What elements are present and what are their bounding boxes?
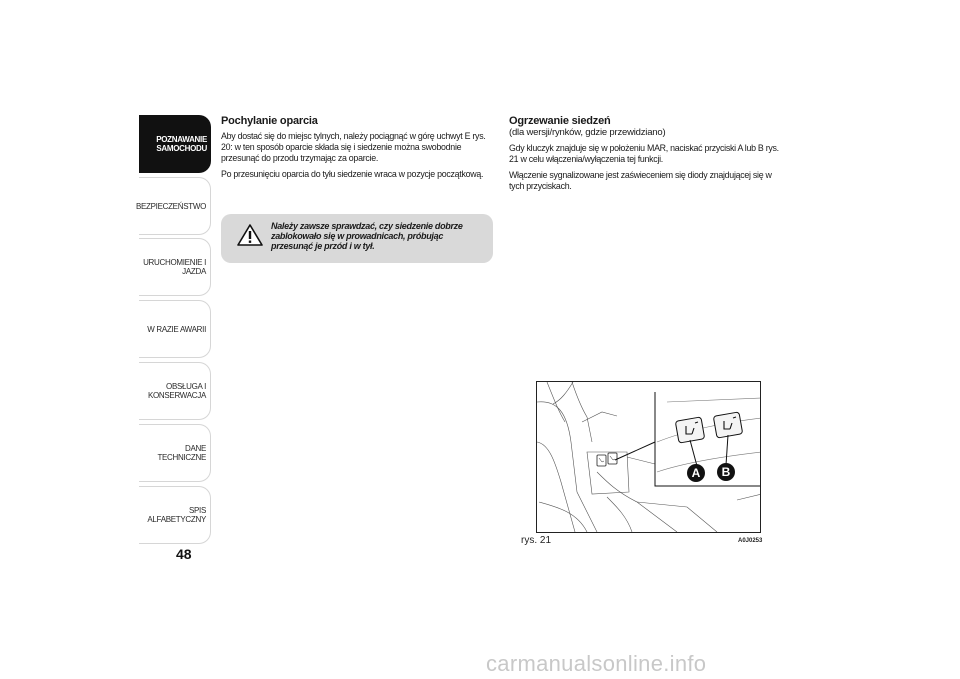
tab-w-razie-awarii[interactable] (139, 300, 211, 358)
label-a: A (691, 466, 701, 480)
section-subheading: (dla wersji/rynków, gdzie przewidziano) (509, 127, 666, 138)
figure-seat-heating-buttons (536, 381, 761, 533)
paragraph: Aby dostać się do miejsc tylnych, należy pociągnąć w górę uchwyt E rys. 20: w ten sposób oparcie składa się i siedzenie można swobodnie przesunąć do przodu trzymając za oparcie. (221, 131, 486, 164)
tab-label: W RAZIE AWARII (147, 324, 206, 334)
tab-obsluga-i-konserwacja[interactable] (139, 362, 211, 420)
paragraph: Po przesunięciu oparcia do tyłu siedzenie wraca w pozycje początkową. (221, 169, 484, 180)
warning-box (221, 214, 493, 263)
section-seat-heating (509, 115, 779, 197)
console-illustration (537, 382, 761, 533)
tab-label: URUCHOMIENIE I JAZDA (143, 258, 206, 276)
label-b: B (721, 465, 731, 479)
paragraph: Włączenie sygnalizowane jest zaświeceniem się diody znajdującej się w tych przyciskach. (509, 170, 772, 192)
tab-dane-techniczne[interactable] (139, 424, 211, 482)
warning-text: Należy zawsze sprawdzać, czy siedzenie dobrze zablokowało się w prowadnicach, próbując przesunąć je przód i w tył. (271, 221, 463, 251)
tab-uruchomienie-i-jazda[interactable] (139, 238, 211, 296)
tab-label: OBSŁUGA I KONSERWACJA (147, 382, 206, 400)
section-heading: Pochylanie oparcia (221, 115, 318, 127)
tab-poznawanie-samochodu[interactable] (139, 115, 211, 173)
tab-label: POZNAWANIE SAMOCHODU (156, 135, 207, 153)
tab-label: BEZPIECZEŃSTWO (135, 201, 206, 211)
figure-code: A0J0253 (738, 538, 763, 544)
warning-triangle-icon (237, 224, 263, 246)
tab-label: SPIS ALFABETYCZNY (147, 506, 206, 524)
figure-caption: rys. 21 (521, 535, 552, 546)
tab-bezpieczenstwo[interactable] (135, 177, 211, 235)
watermark: carmanualsonline.info (486, 651, 707, 676)
tab-label: DANE TECHNICZNE (157, 444, 206, 462)
tab-spis-alfabetyczny[interactable] (139, 486, 211, 544)
page-number: 48 (176, 546, 192, 562)
section-backrest-tilt (221, 115, 493, 185)
paragraph: Gdy kluczyk znajduje się w położeniu MAR, naciskać przyciski A lub B rys. 21 w celu włączenia/wyłączenia tej funkcji. (509, 143, 779, 165)
section-heading: Ogrzewanie siedzeń (509, 115, 611, 127)
